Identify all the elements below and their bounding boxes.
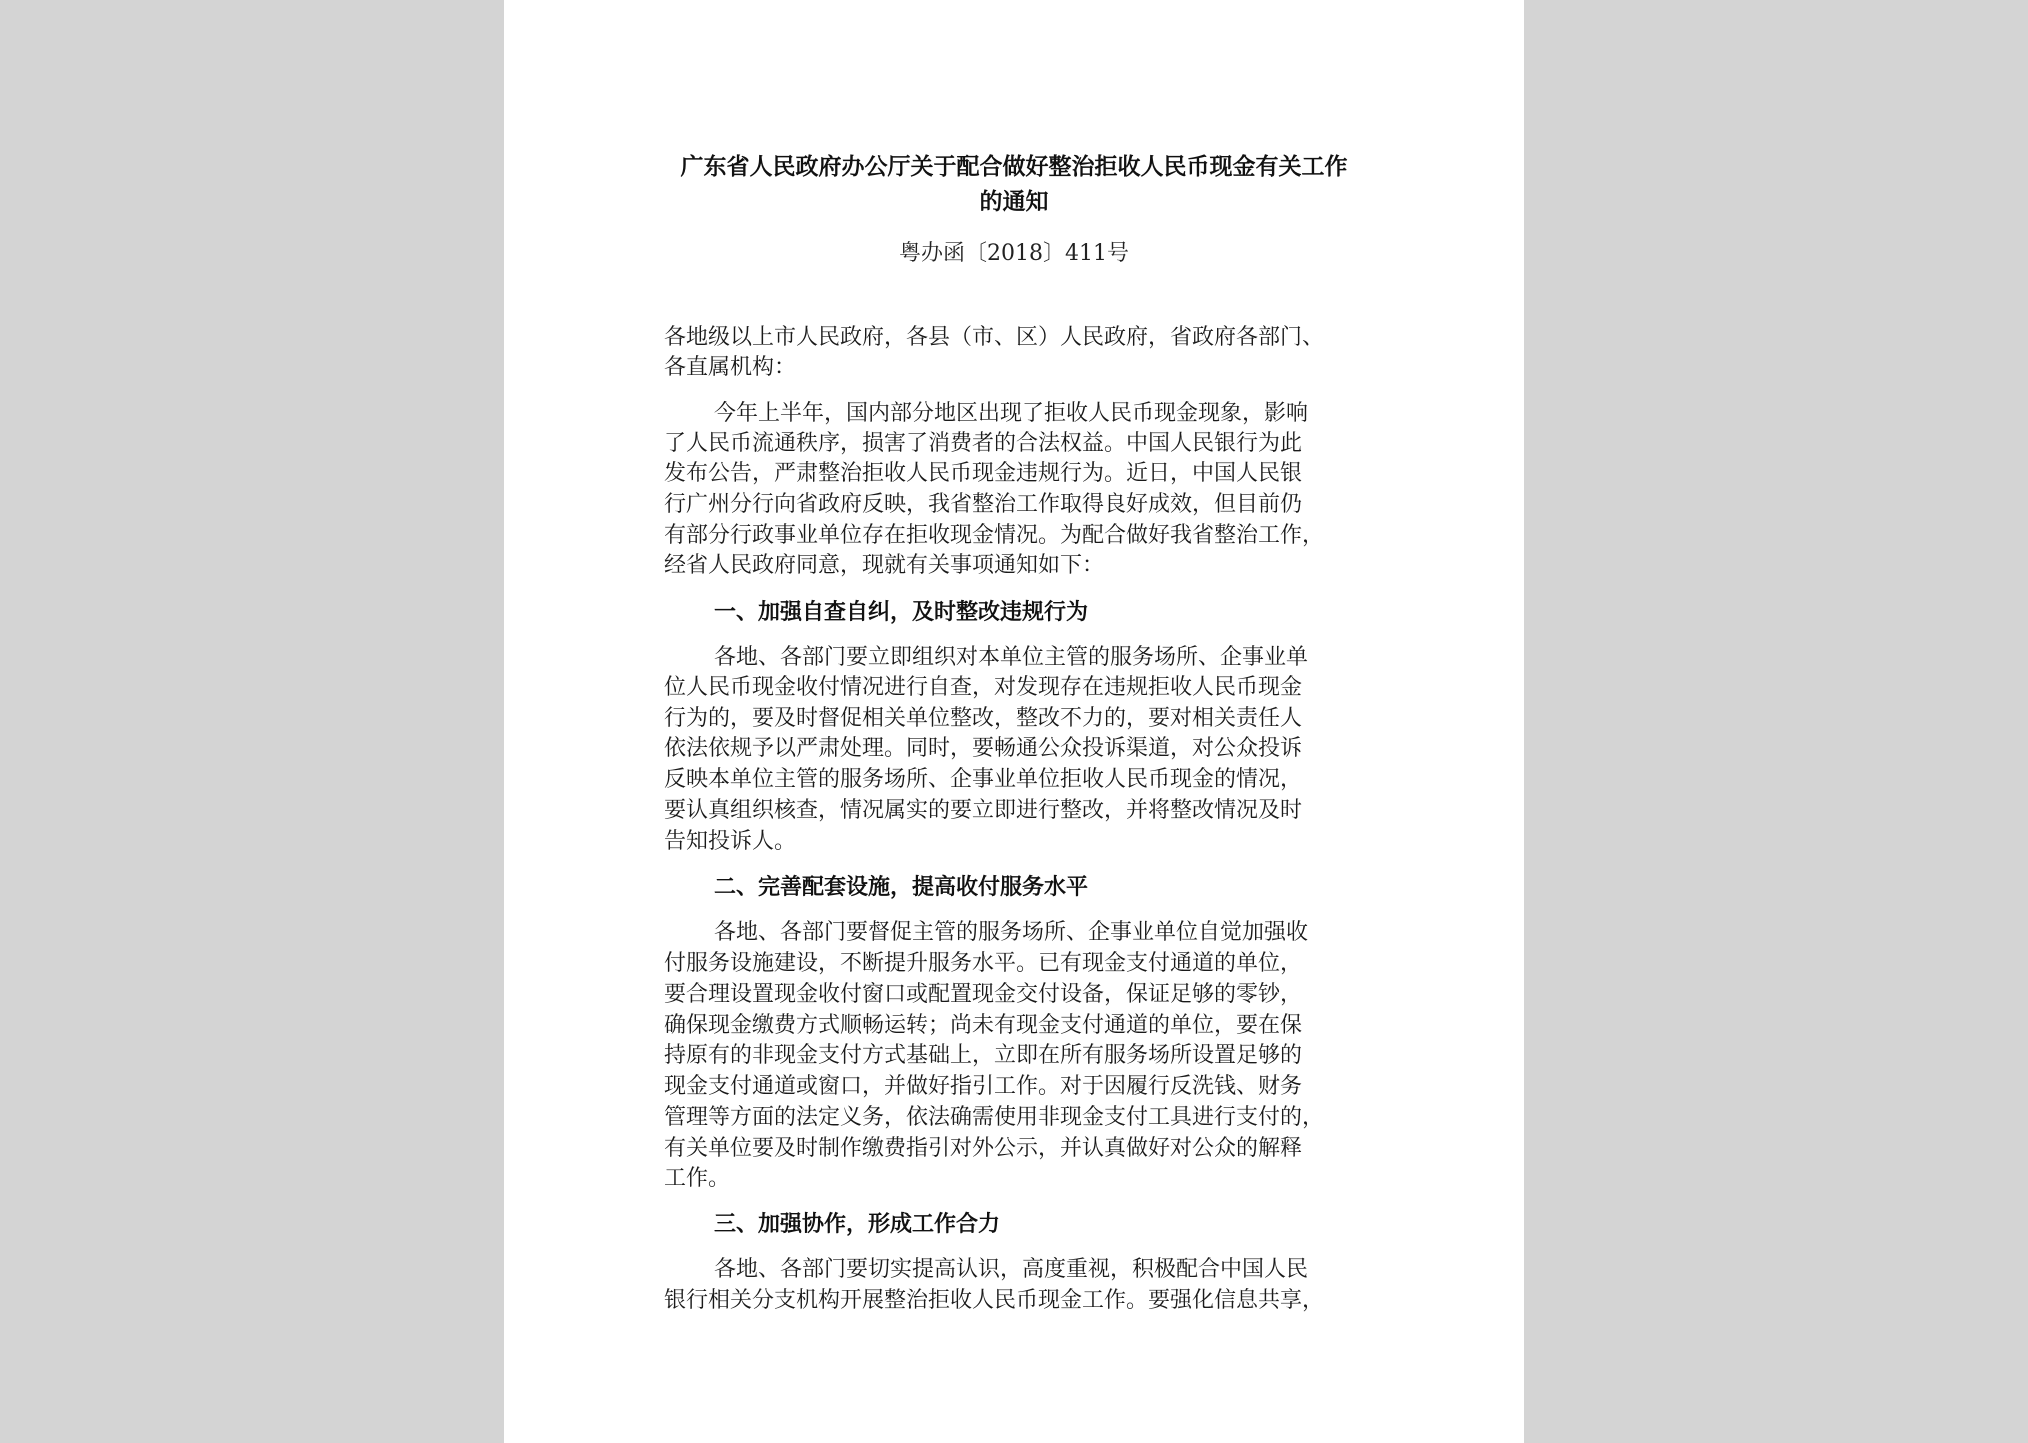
section-2-line: 持原有的非现金支付方式基础上，立即在所有服务场所设置足够的	[664, 1043, 1303, 1068]
intro-line: 今年上半年，国内部分地区出现了拒收人民币现金现象，影响	[714, 401, 1309, 426]
document-page	[504, 0, 1524, 1443]
section-2-line: 付服务设施建设，不断提升服务水平。已有现金支付通道的单位，	[664, 951, 1303, 976]
section-1-line: 各地、各部门要立即组织对本单位主管的服务场所、企事业单	[714, 645, 1309, 670]
intro-line: 了人民币流通秩序，损害了消费者的合法权益。中国人民银行为此	[664, 431, 1303, 456]
section-2-line: 有关单位要及时制作缴费指引对外公示，并认真做好对公众的解释	[664, 1136, 1303, 1161]
section-2-line: 管理等方面的法定义务，依法确需使用非现金支付工具进行支付的，	[664, 1105, 1325, 1130]
intro-line: 发布公告，严肃整治拒收人民币现金违规行为。近日，中国人民银	[664, 461, 1303, 486]
section-2-line: 工作。	[664, 1166, 731, 1191]
section-heading-1: 一、加强自查自纠，及时整改违规行为	[714, 599, 1089, 625]
section-1-line: 行为的，要及时督促相关单位整改，整改不力的，要对相关责任人	[664, 706, 1303, 731]
section-1-line: 告知投诉人。	[664, 829, 797, 854]
section-2-line: 各地、各部门要督促主管的服务场所、企事业单位自觉加强收	[714, 920, 1309, 945]
section-2-line: 要合理设置现金收付窗口或配置现金交付设备，保证足够的零钞，	[664, 982, 1303, 1007]
document-title-line-1: 广东省人民政府办公厅关于配合做好整治拒收人民币现金有关工作	[680, 153, 1348, 180]
section-1-line: 反映本单位主管的服务场所、企事业单位拒收人民币现金的情况，	[664, 767, 1303, 792]
section-2-line: 确保现金缴费方式顺畅运转；尚未有现金支付通道的单位，要在保	[664, 1013, 1303, 1038]
intro-line: 行广州分行向省政府反映，我省整治工作取得良好成效，但目前仍	[664, 492, 1303, 517]
section-1-line: 要认真组织核查，情况属实的要立即进行整改，并将整改情况及时	[664, 798, 1303, 823]
document-title-line-2: 的通知	[979, 188, 1049, 215]
section-heading-2: 二、完善配套设施，提高收付服务水平	[714, 874, 1089, 900]
salutation-line: 各地级以上市人民政府，各县（市、区）人民政府，省政府各部门、	[664, 325, 1325, 350]
intro-line: 有部分行政事业单位存在拒收现金情况。为配合做好我省整治工作，	[664, 523, 1325, 548]
section-3-line: 各地、各部门要切实提高认识，高度重视，积极配合中国人民	[714, 1257, 1309, 1282]
salutation-line: 各直属机构：	[664, 355, 797, 380]
intro-line: 经省人民政府同意，现就有关事项通知如下：	[664, 553, 1105, 578]
section-heading-3: 三、加强协作，形成工作合力	[714, 1211, 1001, 1237]
section-3-line: 银行相关分支机构开展整治拒收人民币现金工作。要强化信息共享，	[664, 1288, 1325, 1313]
section-2-line: 现金支付通道或窗口，并做好指引工作。对于因履行反洗钱、财务	[664, 1074, 1303, 1099]
section-1-line: 位人民币现金收付情况进行自查，对发现存在违规拒收人民币现金	[664, 675, 1303, 700]
document-number: 粤办函〔2018〕411号	[899, 241, 1129, 266]
section-1-line: 依法依规予以严肃处理。同时，要畅通公众投诉渠道，对公众投诉	[664, 736, 1303, 761]
